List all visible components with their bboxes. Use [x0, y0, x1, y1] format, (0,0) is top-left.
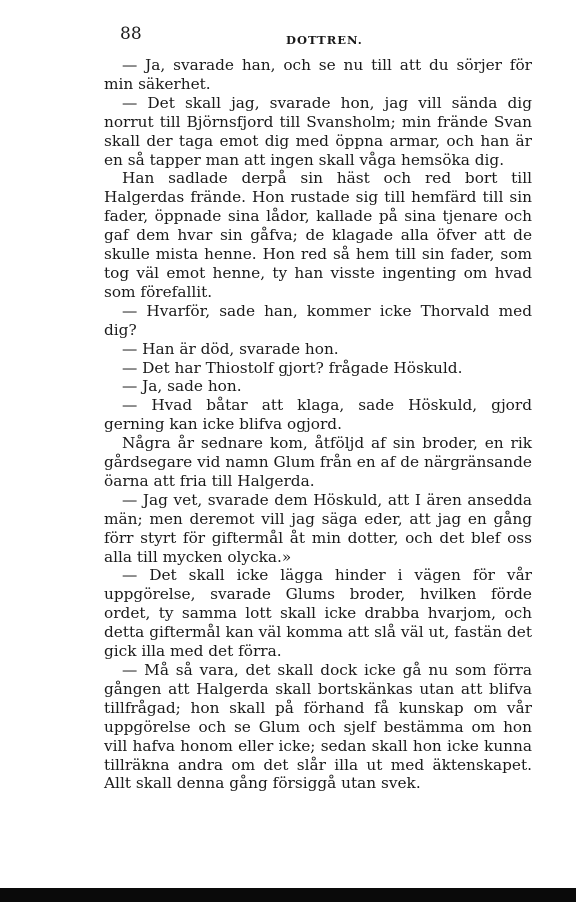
paragraph: Några år sednare kom, åtföljd af sin broder, en rik gårdsegare vid namn Glum från en af de närgränsande öarna att fria till Halgerda.: [104, 434, 532, 490]
paragraph: — Må så vara, det skall dock icke gå nu som förra gången att Halgerda skall bortskänkas utan att blifva tillfrågad; hon skall på förhand få kunskap om vår uppgörelse och se Glum och sjelf bestämma om hon vill hafva honom eller icke; sedan skall hon icke kunna tillräkna andra om det slår illa ut med äktenskapet. Allt skall denna gång försiggå utan svek.: [104, 661, 532, 793]
paragraph: Han sadlade derpå sin häst och red bort till Halgerdas frände. Hon rustade sig till hemfärd till sin fader, öppnade sina lådor, kallade på sina tjenare och gaf dem hvar sin gåfva; de klagade alla öfver att de skulle mista henne. Hon red så hem till sin fader, som tog väl emot henne, ty han visste ingenting om hvad som förefallit.: [104, 169, 532, 301]
running-head: DOTTREN.: [286, 33, 363, 47]
paragraph: — Ja, svarade han, och se nu till att du sörjer för min säkerhet.: [104, 56, 532, 93]
paragraph: — Ja, sade hon.: [122, 377, 242, 396]
paragraph: — Jag vet, svarade dem Höskuld, att I ären ansedda män; men deremot vill jag säga eder, att jag en gång förr styrt för giftermål åt min dotter, och det blef oss alla till mycken olycka.»: [104, 490, 532, 566]
paragraph: — Hvad båtar att klaga, sade Höskuld, gjord gerning kan icke blifva ogjord.: [104, 396, 532, 434]
paragraph: — Det har Thiostolf gjort? frågade Höskuld.: [122, 358, 463, 377]
text-block: [104, 56, 532, 793]
paragraph: — Det skall jag, svarade hon, jag vill sända dig norrut till Björnsfjord till Svansholm; min frände Svan skall der taga emot dig med öppna armar, och han är en så tapper man att ingen skall våga hemsöka dig.: [104, 93, 532, 169]
scan-border: [0, 888, 576, 902]
paragraph: — Det skall icke lägga hinder i vägen för vår uppgörelse, svarade Glums broder, hvilken förde ordet, ty samma lott skall icke drabba hvarjom, och detta giftermål kan väl komma att slå väl ut, fastän det gick illa med det förra.: [104, 566, 532, 661]
paragraph: — Han är död, svarade hon.: [122, 339, 339, 358]
page-number: 88: [120, 24, 142, 44]
paragraph: — Hvarför, sade han, kommer icke Thorvald med dig?: [104, 301, 532, 339]
